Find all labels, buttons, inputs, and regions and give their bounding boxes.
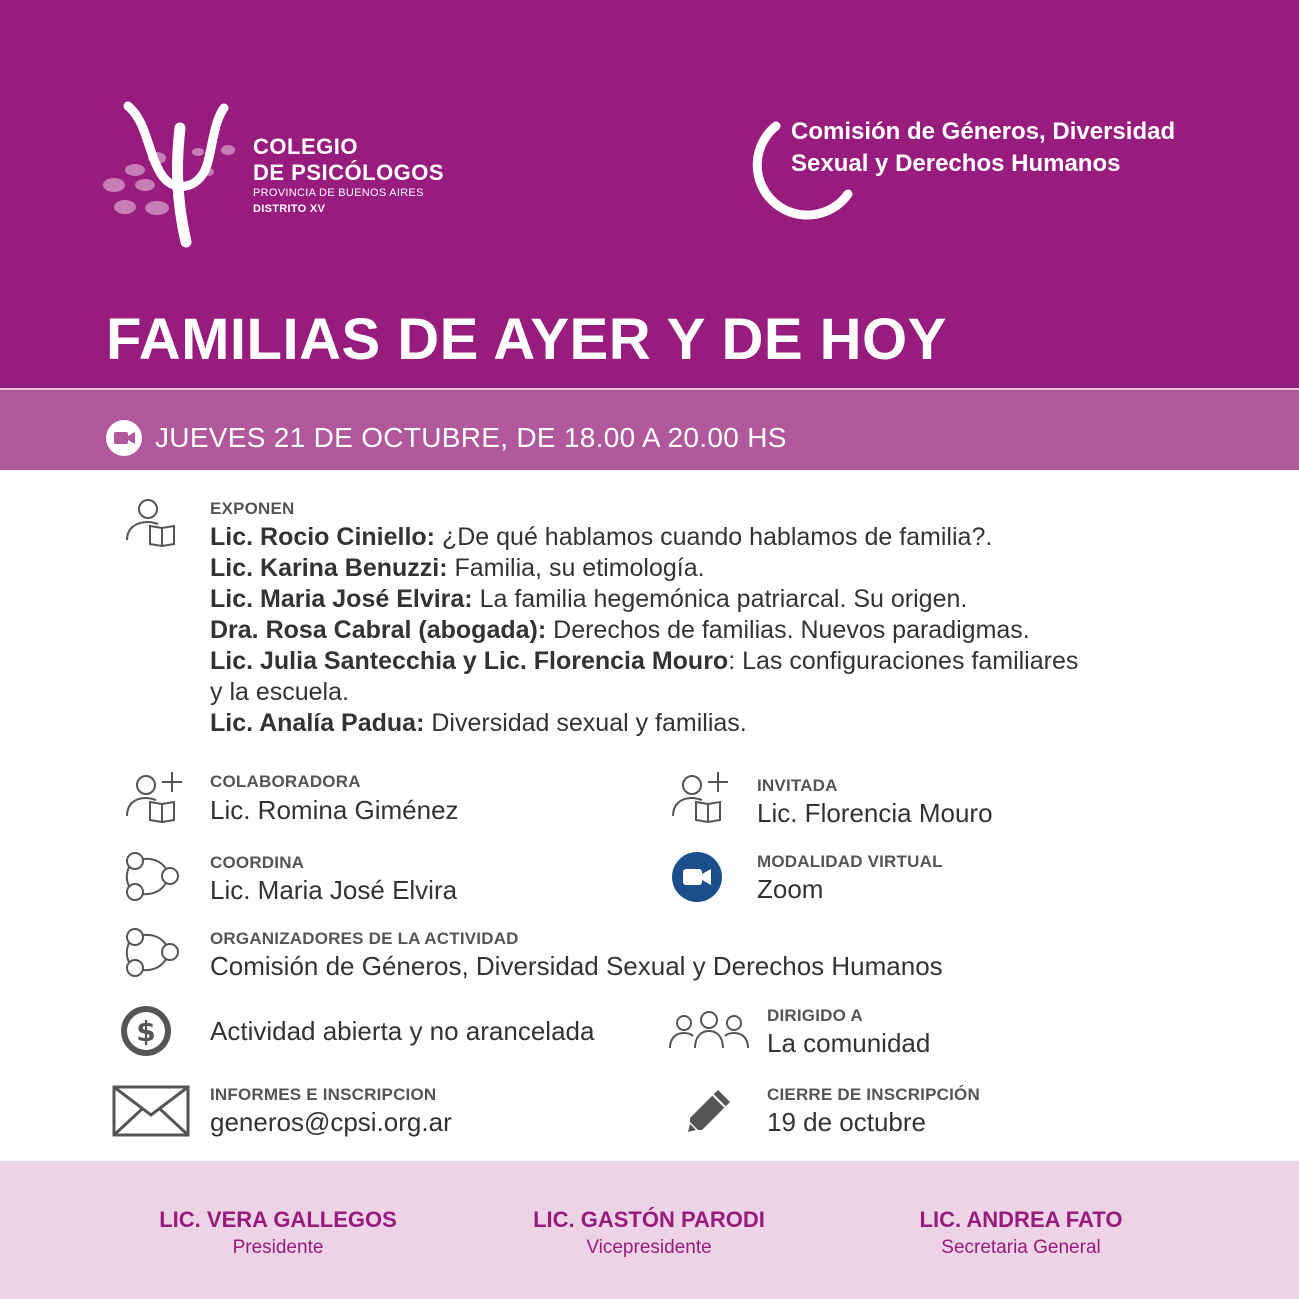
speaker-line xyxy=(210,584,967,614)
authority-role: Presidente xyxy=(232,1237,324,1258)
envelope-icon xyxy=(112,1085,190,1137)
authority-president xyxy=(78,1207,478,1259)
speaker-topic: y la escuela. xyxy=(210,678,349,706)
organizadores-value: Comisión de Géneros, Diversidad Sexual y Derechos Humanos xyxy=(210,951,943,981)
speaker-line xyxy=(210,553,705,583)
page-title: FAMILIAS DE AYER Y DE HOY xyxy=(106,307,947,372)
speaker-line xyxy=(210,646,1078,676)
colegio-logo xyxy=(100,100,445,250)
modalidad-value: Zoom xyxy=(757,874,824,904)
dirigido-value: La comunidad xyxy=(767,1028,931,1058)
speaker-name: Lic. Rocio Ciniello: xyxy=(210,523,436,551)
pencil-icon xyxy=(686,1086,734,1134)
speaker-topic: ¿De qué hablamos cuando hablamos de familia?. xyxy=(435,523,993,551)
video-camera-icon xyxy=(106,420,142,456)
cierre-value: 19 de octubre xyxy=(767,1107,927,1137)
organizadores-label: ORGANIZADORES DE LA ACTIVIDAD xyxy=(210,929,519,948)
authority-secretary xyxy=(821,1207,1221,1259)
comision-line-2: Sexual y Derechos Humanos xyxy=(791,150,1121,177)
authority-name: LIC. ANDREA FATO xyxy=(919,1207,1123,1232)
invitada-label: INVITADA xyxy=(757,776,838,795)
speaker-topic: Diversidad sexual y familias. xyxy=(424,709,747,737)
speaker-line xyxy=(210,677,349,707)
colegio-line-2: DE PSICÓLOGOS xyxy=(253,160,445,185)
colegio-line-3: PROVINCIA DE BUENOS AIRES xyxy=(253,187,424,199)
coordina-label: COORDINA xyxy=(210,853,305,872)
event-date: JUEVES 21 DE OCTUBRE, DE 18.00 A 20.00 HS xyxy=(155,422,787,453)
speaker-name: Lic. Karina Benuzzi: xyxy=(210,554,448,582)
authority-name: LIC. GASTÓN PARODI xyxy=(533,1207,765,1232)
modalidad-label: MODALIDAD VIRTUAL xyxy=(757,852,943,871)
group-icon xyxy=(668,1010,750,1052)
authority-vicepresident xyxy=(449,1207,849,1259)
speaker-name: Dra. Rosa Cabral (abogada): xyxy=(210,616,547,644)
colegio-line-1: COLEGIO xyxy=(253,134,358,159)
svg-text:$: $ xyxy=(136,1015,156,1048)
zoom-video-icon xyxy=(672,852,722,902)
informes-email[interactable]: generos@cpsi.org.ar xyxy=(210,1107,452,1137)
person-add-icon xyxy=(124,770,186,826)
person-add-icon xyxy=(670,770,732,826)
colaboradora-value: Lic. Romina Giménez xyxy=(210,795,459,825)
colegio-line-4: DISTRITO XV xyxy=(253,203,326,215)
authority-name: LIC. VERA GALLEGOS xyxy=(159,1207,397,1232)
speaker-book-icon xyxy=(124,498,182,550)
informes-label: INFORMES E INSCRIPCION xyxy=(210,1085,437,1104)
dirigido-label: DIRIGIDO A xyxy=(767,1006,863,1025)
speaker-line xyxy=(210,615,1030,645)
speaker-topic: Familia, su etimología. xyxy=(447,554,705,582)
psi-logo-icon xyxy=(100,100,250,250)
cierre-label: CIERRE DE INSCRIPCIÓN xyxy=(767,1085,980,1104)
exponen-label: EXPONEN xyxy=(210,499,295,518)
speaker-name: Lic. Analía Padua: xyxy=(210,709,425,737)
speaker-line xyxy=(210,522,992,552)
authority-role: Vicepresidente xyxy=(586,1237,712,1258)
speaker-name: Lic. Maria José Elvira: xyxy=(210,585,473,613)
authority-role: Secretaria General xyxy=(941,1237,1101,1258)
invitada-value: Lic. Florencia Mouro xyxy=(757,798,993,828)
network-icon xyxy=(124,926,182,978)
arancel-value: Actividad abierta y no arancelada xyxy=(210,1016,595,1046)
speaker-topic: La familia hegemónica patriarcal. Su origen. xyxy=(472,585,968,613)
speaker-topic: : Las configuraciones familiares xyxy=(728,647,1079,675)
dollar-icon xyxy=(120,1005,172,1057)
speaker-line xyxy=(210,708,747,738)
comision-line-1: Comisión de Géneros, Diversidad xyxy=(791,118,1176,145)
speaker-name: Lic. Julia Santecchia y Lic. Florencia Mouro xyxy=(210,647,729,675)
comision-logo xyxy=(736,112,1216,237)
speaker-topic: Derechos de familias. Nuevos paradigmas. xyxy=(546,616,1030,644)
colaboradora-label: COLABORADORA xyxy=(210,772,361,791)
network-icon xyxy=(124,850,182,902)
coordina-value: Lic. Maria José Elvira xyxy=(210,875,458,905)
